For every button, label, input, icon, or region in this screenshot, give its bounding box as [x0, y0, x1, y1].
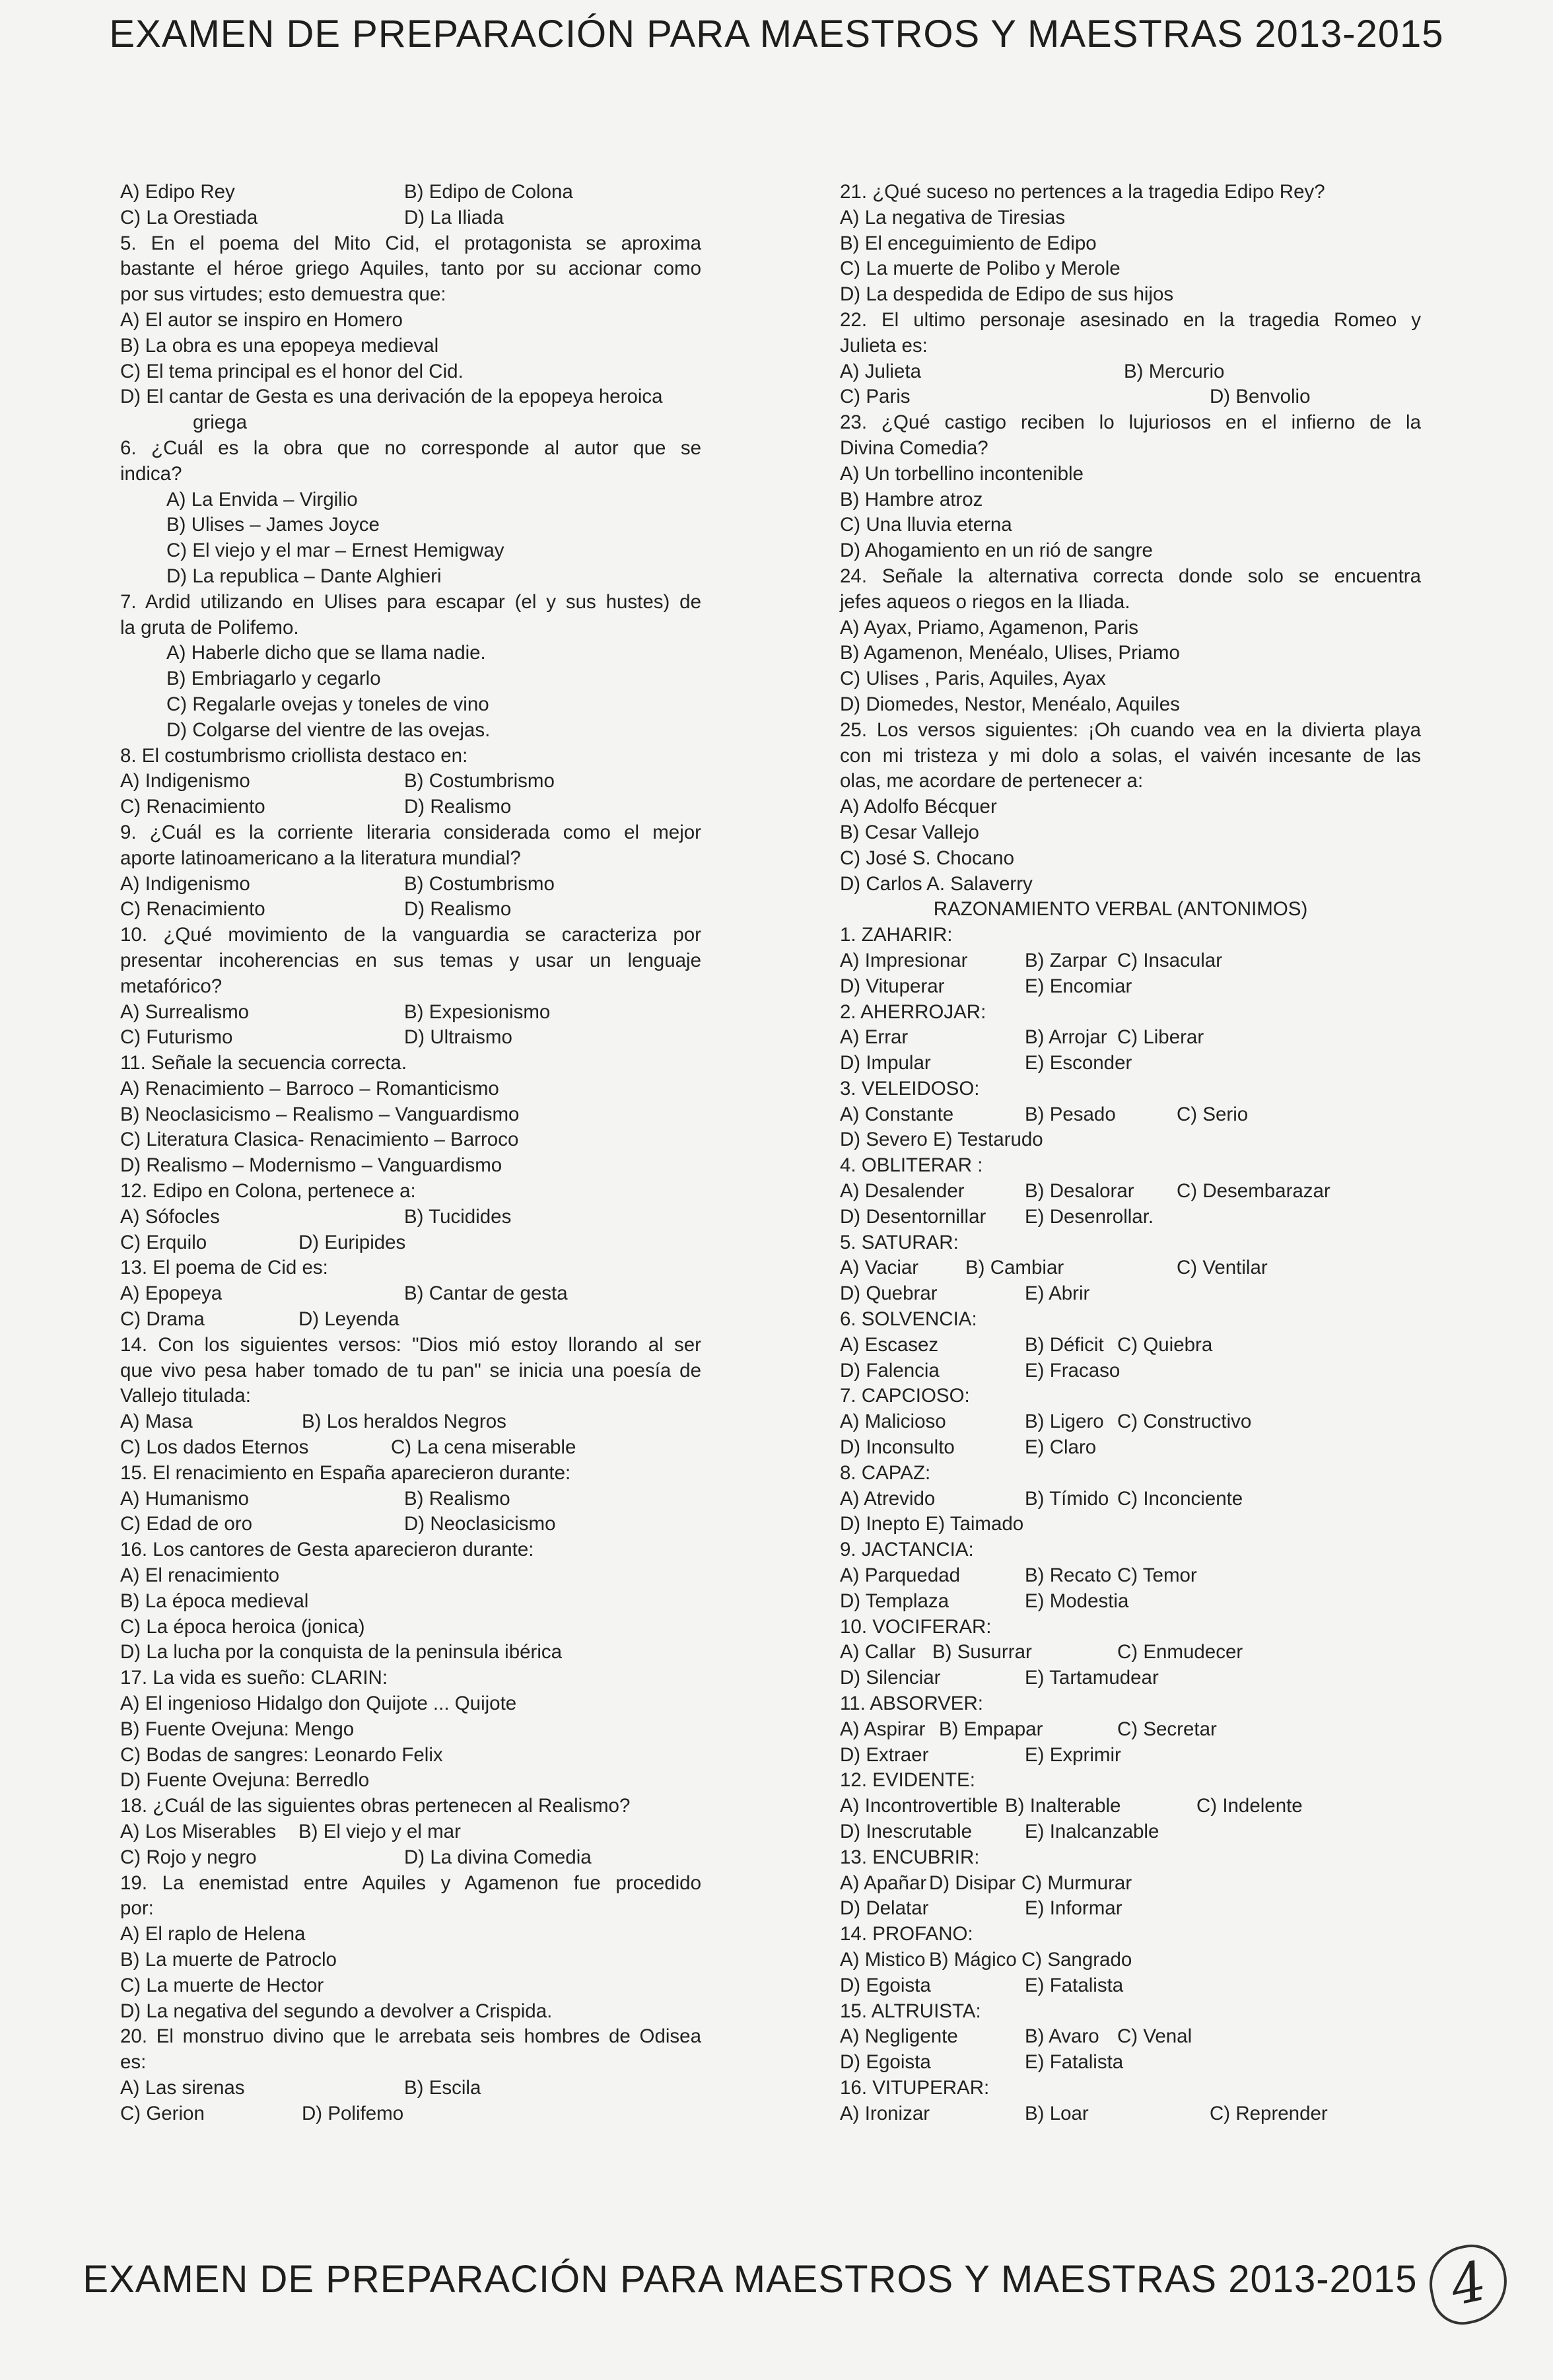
option: B) Costumbrismo — [404, 872, 555, 895]
option: C) Erquilo — [120, 1231, 207, 1253]
option: D) Polifemo — [302, 2102, 404, 2124]
option: B) Agamenon, Menéalo, Ulises, Priamo — [840, 642, 1180, 664]
option: B) Ligero — [1025, 1411, 1104, 1433]
option: D) Fuente Ovejuna: Berredlo — [120, 1769, 370, 1792]
option: C) Temor — [1117, 1564, 1197, 1587]
option: C) Insacular — [1117, 949, 1223, 971]
option: D) Ahogamiento en un rió de sangre — [840, 540, 1153, 562]
options-row — [840, 1051, 1421, 1076]
option: A) Errar — [840, 1026, 909, 1049]
options-row — [120, 1845, 701, 1871]
option: C) La muerte de Polibo y Merole — [840, 258, 1121, 280]
option: A) Escasez — [840, 1333, 939, 1356]
option: D) Benvolio — [1210, 386, 1311, 408]
antonym-2: 2. AHERROJAR: — [840, 1000, 986, 1023]
option: A) Atrevido — [840, 1487, 936, 1510]
option: A) Masa — [120, 1411, 193, 1433]
option: A) Surrealismo — [120, 1000, 250, 1023]
option: C) Liberar — [1117, 1026, 1204, 1049]
options-row — [840, 1794, 1421, 1819]
question-23: 23. ¿Qué castigo reciben lo lujuriosos en el infierno de la — [840, 411, 1421, 434]
question-24: 24. Señale la alternativa correcta donde solo se encuentra — [840, 565, 1421, 587]
option: B) Realismo — [404, 1487, 510, 1510]
option: A) Parquedad — [840, 1564, 961, 1587]
options-row — [840, 2050, 1421, 2076]
options-row — [120, 872, 701, 897]
option: D) Silenciar — [840, 1667, 941, 1689]
option: E) Modestia — [1025, 1590, 1129, 1612]
option: D) La despedida de Edipo de sus hijos — [840, 283, 1174, 306]
option: D) Leyenda — [298, 1308, 399, 1331]
options-row — [840, 1333, 1421, 1358]
options-row — [840, 1819, 1421, 1845]
antonym-11: 11. ABSORVER: — [840, 1693, 983, 1715]
option: B) Déficit — [1025, 1333, 1104, 1356]
options-row — [120, 897, 701, 923]
question-6-text: indica? — [120, 462, 182, 485]
options-row — [120, 1205, 701, 1230]
question-5-text: bastante el héroe griego Aquiles, tanto por su accionar como — [120, 258, 701, 280]
option: D) Realismo — [404, 796, 512, 818]
antonym-8: 8. CAPAZ: — [840, 1461, 931, 1484]
question-7: 7. Ardid utilizando en Ulises para escapar (el y sus hustes) de — [120, 590, 701, 613]
option: D) Vituperar — [840, 975, 945, 997]
option: C) Serio — [1177, 1103, 1249, 1125]
question-24-text: jefes aqueos o riegos en la Iliada. — [840, 590, 1130, 613]
option: C) Bodas de sangres: Leonardo Felix — [120, 1743, 443, 1766]
option: C) Renacimiento — [120, 898, 265, 921]
option: A) Incontrovertible — [840, 1795, 998, 1817]
option: C) Literatura Clasica- Renacimiento – Barroco — [120, 1129, 519, 1151]
option: C) Sangrado — [1021, 1948, 1132, 1971]
option: B) Tímido — [1025, 1487, 1109, 1510]
question-10-text: metafórico? — [120, 975, 223, 997]
option: D) Egoista — [840, 2051, 931, 2074]
option: B) Loar — [1025, 2102, 1089, 2124]
options-row — [840, 1435, 1421, 1461]
option: A) Constante — [840, 1103, 954, 1125]
option: E) Desenrollar. — [1025, 1205, 1154, 1228]
option: A) Malicioso — [840, 1411, 946, 1433]
options-row: D) Severo E) Testarudo — [840, 1129, 1043, 1151]
option: B) Zarpar — [1025, 949, 1107, 971]
option: E) Encomiar — [1025, 975, 1132, 997]
option: C) Desembarazar — [1177, 1180, 1330, 1203]
option: A) Renacimiento – Barroco – Romanticismo — [120, 1077, 499, 1100]
option: B) Costumbrismo — [404, 770, 555, 792]
option: C) La cena miserable — [391, 1436, 576, 1459]
options-row — [840, 1947, 1421, 1973]
option: A) El ingenioso Hidalgo don Quijote ... Quijote — [120, 1693, 517, 1715]
question-14: 14. Con los siguientes versos: "Dios mió estoy llorando al ser — [120, 1333, 701, 1356]
option: D) La Iliada — [404, 206, 504, 228]
option: D) La lucha por la conquista de la peninsula ibérica — [120, 1641, 563, 1663]
question-15: 15. El renacimiento en España aparecieron durante: — [120, 1461, 571, 1484]
option: B) La muerte de Patroclo — [120, 1948, 337, 1971]
options-row — [120, 1281, 701, 1307]
options-row — [840, 1025, 1421, 1051]
question-23-text: Divina Comedia? — [840, 437, 988, 459]
options-row — [840, 1358, 1421, 1384]
option: E) Inalcanzable — [1025, 1821, 1159, 1842]
question-10-text: presentar incoherencias en sus temas y usar un lenguaje — [120, 949, 701, 971]
option: D) La negativa del segundo a devolver a Crispida. — [120, 2000, 553, 2022]
options-row — [120, 1435, 701, 1461]
antonym-9: 9. JACTANCIA: — [840, 1539, 974, 1561]
options-row — [840, 1179, 1421, 1205]
antonym-10: 10. VOCIFERAR: — [840, 1615, 992, 1638]
question-17: 17. La vida es sueño: CLARIN: — [120, 1667, 388, 1689]
options-row — [840, 1255, 1421, 1281]
options-row — [120, 1025, 701, 1051]
option: D) Euripides — [298, 1231, 406, 1253]
option: D) El cantar de Gesta es una derivación de la epopeya heroica — [120, 386, 663, 408]
option: A) Aspirar — [840, 1718, 926, 1740]
option: C) Ventilar — [1177, 1257, 1268, 1279]
options-row — [120, 205, 701, 231]
option: C) La época heroica (jonica) — [120, 1615, 365, 1638]
option: E) Abrir — [1025, 1282, 1090, 1305]
option: C) El tema principal es el honor del Cid. — [120, 360, 464, 382]
option: C) Inconciente — [1117, 1487, 1243, 1510]
option: A) Edipo Rey — [120, 181, 235, 203]
option: C) Quiebra — [1117, 1333, 1213, 1356]
question-21: 21. ¿Qué suceso no pertences a la tragedia Edipo Rey? — [840, 181, 1325, 203]
option: C) Los dados Eternos — [120, 1436, 309, 1459]
option: D) Inconsulto — [840, 1436, 955, 1459]
question-9: 9. ¿Cuál es la corriente literaria considerada como el mejor — [120, 821, 701, 843]
options-row — [840, 359, 1421, 385]
question-19: 19. La enemistad entre Aquiles y Agamenon fue procedido — [120, 1872, 701, 1894]
options-row — [840, 1717, 1421, 1743]
antonym-6: 6. SOLVENCIA: — [840, 1308, 977, 1331]
options-row — [120, 769, 701, 794]
option: B) Edipo de Colona — [404, 181, 573, 203]
option: B) Pesado — [1025, 1103, 1116, 1125]
options-row — [840, 1973, 1421, 1999]
options-row — [120, 1000, 701, 1026]
option: B) Desalorar — [1025, 1180, 1134, 1203]
option: C) Enmudecer — [1117, 1641, 1243, 1663]
question-12: 12. Edipo en Colona, pertenece a: — [120, 1180, 416, 1203]
options-row: D) Inepto E) Taimado — [840, 1513, 1024, 1535]
option: B) Hambre atroz — [840, 488, 983, 510]
option: A) Haberle dicho que se llama nadie. — [166, 642, 486, 664]
option: D) Colgarse del vientre de las ovejas. — [166, 718, 491, 741]
option: B) Neoclasicismo – Realismo – Vanguardismo — [120, 1103, 520, 1125]
option: B) Ulises – James Joyce — [166, 514, 380, 536]
option: D) Quebrar — [840, 1282, 938, 1305]
option: A) El autor se inspiro en Homero — [120, 308, 403, 331]
options-row — [840, 1563, 1421, 1589]
option: A) Julieta — [840, 360, 921, 382]
option: C) Futurismo — [120, 1026, 233, 1049]
question-18: 18. ¿Cuál de las siguientes obras pertenecen al Realismo? — [120, 1795, 631, 1817]
options-row — [840, 1743, 1421, 1768]
antonym-13: 13. ENCUBRIR: — [840, 1846, 980, 1868]
question-5: 5. En el poema del Mito Cid, el protagonista se aproxima — [120, 232, 701, 254]
option: E) Fatalista — [1025, 1974, 1124, 1996]
question-20: 20. El monstruo divino que le arrebata seis hombres de Odisea — [120, 2025, 701, 2048]
question-22-text: Julieta es: — [840, 334, 928, 357]
question-25-text: con mi tristeza y mi dolo a solas, el vaivén incesante de las — [840, 744, 1421, 767]
option: C) Murmurar — [1021, 1872, 1132, 1894]
option: D) La republica – Dante Alghieri — [166, 565, 442, 587]
options-row — [840, 1665, 1421, 1691]
option: C) Rojo y negro — [120, 1846, 257, 1868]
option: C) Reprender — [1210, 2102, 1328, 2124]
option: B) Cantar de gesta — [404, 1282, 568, 1305]
options-row — [120, 794, 701, 820]
antonym-4: 4. OBLITERAR : — [840, 1154, 983, 1177]
option: E) Exprimir — [1025, 1743, 1121, 1766]
left-column — [120, 180, 701, 2127]
option: B) Cesar Vallejo — [840, 821, 979, 843]
question-11: 11. Señale la secuencia correcta. — [120, 1052, 407, 1074]
option: A) Humanismo — [120, 1487, 250, 1510]
option: C) Ulises , Paris, Aquiles, Ayax — [840, 668, 1106, 690]
options-row — [120, 180, 701, 205]
option: B) El enceguimiento de Edipo — [840, 232, 1097, 254]
option: C) Indelente — [1196, 1795, 1303, 1817]
option: B) Escila — [404, 2076, 481, 2099]
option: A) Adolfo Bécquer — [840, 796, 997, 818]
option: A) Vaciar — [840, 1257, 919, 1279]
question-25: 25. Los versos siguientes: ¡Oh cuando vea en la divierta playa — [840, 718, 1421, 741]
question-5-text: por sus virtudes; esto demuestra que: — [120, 283, 446, 306]
option: D) Delatar — [840, 1897, 929, 1920]
page-header: EXAMEN DE PREPARACIÓN PARA MAESTROS Y MAESTRAS 2013-2015 — [109, 13, 1444, 55]
options-row — [840, 1640, 1421, 1665]
question-22: 22. El ultimo personaje asesinado en la tragedia Romeo y — [840, 308, 1421, 331]
option: A) Ayax, Priamo, Agamenon, Paris — [840, 616, 1139, 639]
option: B) Tucidides — [404, 1205, 512, 1228]
option: C) José S. Chocano — [840, 847, 1014, 869]
question-9-text: aporte latinoamericano a la literatura mundial? — [120, 847, 521, 869]
option: B) Los heraldos Negros — [302, 1411, 506, 1433]
options-row — [840, 384, 1421, 410]
option: B) El viejo y el mar — [298, 1821, 461, 1842]
option: B) Embriagarlo y cegarlo — [166, 668, 381, 690]
page-footer: EXAMEN DE PREPARACIÓN PARA MAESTROS Y MAESTRAS 2013-2015 — [83, 2258, 1418, 2301]
option: B) Empapar — [939, 1718, 1043, 1740]
antonym-16: 16. VITUPERAR: — [840, 2076, 990, 2099]
antonym-5: 5. SATURAR: — [840, 1231, 959, 1253]
option: C) La Orestiada — [120, 206, 258, 228]
antonym-7: 7. CAPCIOSO: — [840, 1385, 970, 1407]
option: D) Templaza — [840, 1590, 949, 1612]
option: C) La muerte de Hector — [120, 1974, 324, 1996]
option: A) Negligente — [840, 2025, 958, 2048]
option: B) Avaro — [1025, 2025, 1099, 2048]
option: D) Impular — [840, 1052, 931, 1074]
options-row — [120, 1819, 701, 1845]
question-8: 8. El costumbrismo criollista destaco en: — [120, 744, 468, 767]
question-20-text: es: — [120, 2051, 147, 2074]
option: D) La divina Comedia — [404, 1846, 592, 1868]
option: D) Egoista — [840, 1974, 931, 1996]
options-row — [840, 2024, 1421, 2050]
question-14-text: que vivo pesa haber tomado de tu pan" se inicia una poesía de — [120, 1359, 701, 1382]
option: A) Mistico — [840, 1948, 926, 1971]
option: D) Realismo — [404, 898, 512, 921]
question-14-text: Vallejo titulada: — [120, 1385, 251, 1407]
antonym-1: 1. ZAHARIR: — [840, 924, 953, 946]
options-row — [120, 1487, 701, 1512]
options-row — [840, 2101, 1421, 2127]
antonym-3: 3. VELEIDOSO: — [840, 1077, 980, 1100]
option: A) Desalender — [840, 1180, 965, 1203]
option: B) Inalterable — [1005, 1795, 1121, 1817]
page-number: 4 — [1422, 2238, 1515, 2330]
options-row — [120, 1307, 701, 1333]
option: E) Fracaso — [1025, 1359, 1121, 1382]
options-row — [840, 974, 1421, 1000]
option: B) Mercurio — [1124, 360, 1225, 382]
option: E) Claro — [1025, 1436, 1097, 1459]
option: B) Recato — [1025, 1564, 1112, 1587]
option: C) Secretar — [1117, 1718, 1217, 1740]
question-10: 10. ¿Qué movimiento de la vanguardia se caracteriza por — [120, 924, 701, 946]
option: A) Las sirenas — [120, 2076, 245, 2099]
question-7-text: la gruta de Polifemo. — [120, 616, 299, 639]
option: A) Impresionar — [840, 949, 968, 971]
question-16: 16. Los cantores de Gesta aparecieron durante: — [120, 1539, 534, 1561]
question-19-text: por: — [120, 1897, 154, 1920]
option: C) Paris — [840, 386, 911, 408]
options-row — [840, 948, 1421, 974]
option: A) Ironizar — [840, 2102, 930, 2124]
option: B) Expesionismo — [404, 1000, 551, 1023]
options-row — [120, 2076, 701, 2101]
options-row — [840, 1281, 1421, 1307]
option: B) La obra es una epopeya medieval — [120, 334, 439, 357]
question-6: 6. ¿Cuál es la obra que no corresponde al autor que se — [120, 437, 701, 459]
options-row — [120, 1230, 701, 1256]
option: D) Carlos A. Salaverry — [840, 872, 1033, 895]
options-row — [840, 1409, 1421, 1435]
option: C) Gerion — [120, 2102, 205, 2124]
option: C) Renacimiento — [120, 796, 265, 818]
options-row — [840, 1102, 1421, 1128]
option: C) Venal — [1117, 2025, 1192, 2048]
option: D) Realismo – Modernismo – Vanguardismo — [120, 1154, 502, 1177]
options-row — [120, 1409, 701, 1435]
option: C) Drama — [120, 1308, 205, 1331]
option: D) Extraer — [840, 1743, 929, 1766]
option: E) Tartamudear — [1025, 1667, 1159, 1689]
option: D) Falencia — [840, 1359, 940, 1382]
option: A) La negativa de Tiresias — [840, 206, 1066, 228]
option: C) Edad de oro — [120, 1513, 253, 1535]
option: B) Arrojar — [1025, 1026, 1107, 1049]
option: D) Diomedes, Nestor, Menéalo, Aquiles — [840, 693, 1180, 715]
option: C) El viejo y el mar – Ernest Hemigway — [166, 540, 504, 562]
option: E) Esconder — [1025, 1052, 1132, 1074]
option: C) Constructivo — [1117, 1411, 1252, 1433]
option: C) Una lluvia eterna — [840, 514, 1012, 536]
question-13: 13. El poema de Cid es: — [120, 1257, 328, 1279]
option-continuation: griega — [193, 411, 248, 434]
option: D) Disipar — [929, 1872, 1016, 1894]
option: A) Indigenismo — [120, 770, 250, 792]
option: A) Apañar — [840, 1872, 927, 1894]
question-25-text: olas, me acordare de pertenecer a: — [840, 770, 1144, 792]
option: A) El raplo de Helena — [120, 1923, 306, 1945]
section-title: RAZONAMIENTO VERBAL (ANTONIMOS) — [933, 898, 1308, 921]
option: A) Un torbellino incontenible — [840, 462, 1084, 485]
option: A) La Envida – Virgilio — [166, 488, 358, 510]
option: D) Inescrutable — [840, 1821, 973, 1842]
antonym-14: 14. PROFANO: — [840, 1923, 973, 1945]
option: D) Ultraismo — [404, 1026, 512, 1049]
option: A) El renacimiento — [120, 1564, 280, 1587]
options-row — [840, 1871, 1421, 1897]
options-row — [840, 1205, 1421, 1230]
antonym-12: 12. EVIDENTE: — [840, 1769, 975, 1792]
option: E) Fatalista — [1025, 2051, 1124, 2074]
options-row — [840, 1896, 1421, 1922]
option: E) Informar — [1025, 1897, 1122, 1920]
option: D) Neoclasicismo — [404, 1513, 556, 1535]
option: C) Regalarle ovejas y toneles de vino — [166, 693, 489, 715]
option: D) Desentornillar — [840, 1205, 986, 1228]
options-row — [840, 1589, 1421, 1615]
options-row — [120, 2101, 701, 2127]
right-column — [840, 180, 1421, 2127]
option: A) Los Miserables — [120, 1821, 277, 1842]
option: B) Susurrar — [932, 1641, 1032, 1663]
option: B) Fuente Ovejuna: Mengo — [120, 1718, 355, 1740]
option: A) Sófocles — [120, 1205, 220, 1228]
options-row — [840, 1487, 1421, 1512]
option: A) Epopeya — [120, 1282, 223, 1305]
options-row — [120, 1512, 701, 1537]
antonym-15: 15. ALTRUISTA: — [840, 2000, 981, 2022]
option: B) Cambiar — [965, 1257, 1064, 1279]
option: B) Mágico — [929, 1948, 1017, 1971]
option: A) Callar — [840, 1641, 916, 1663]
option: B) La época medieval — [120, 1590, 309, 1612]
option: A) Indigenismo — [120, 872, 250, 895]
